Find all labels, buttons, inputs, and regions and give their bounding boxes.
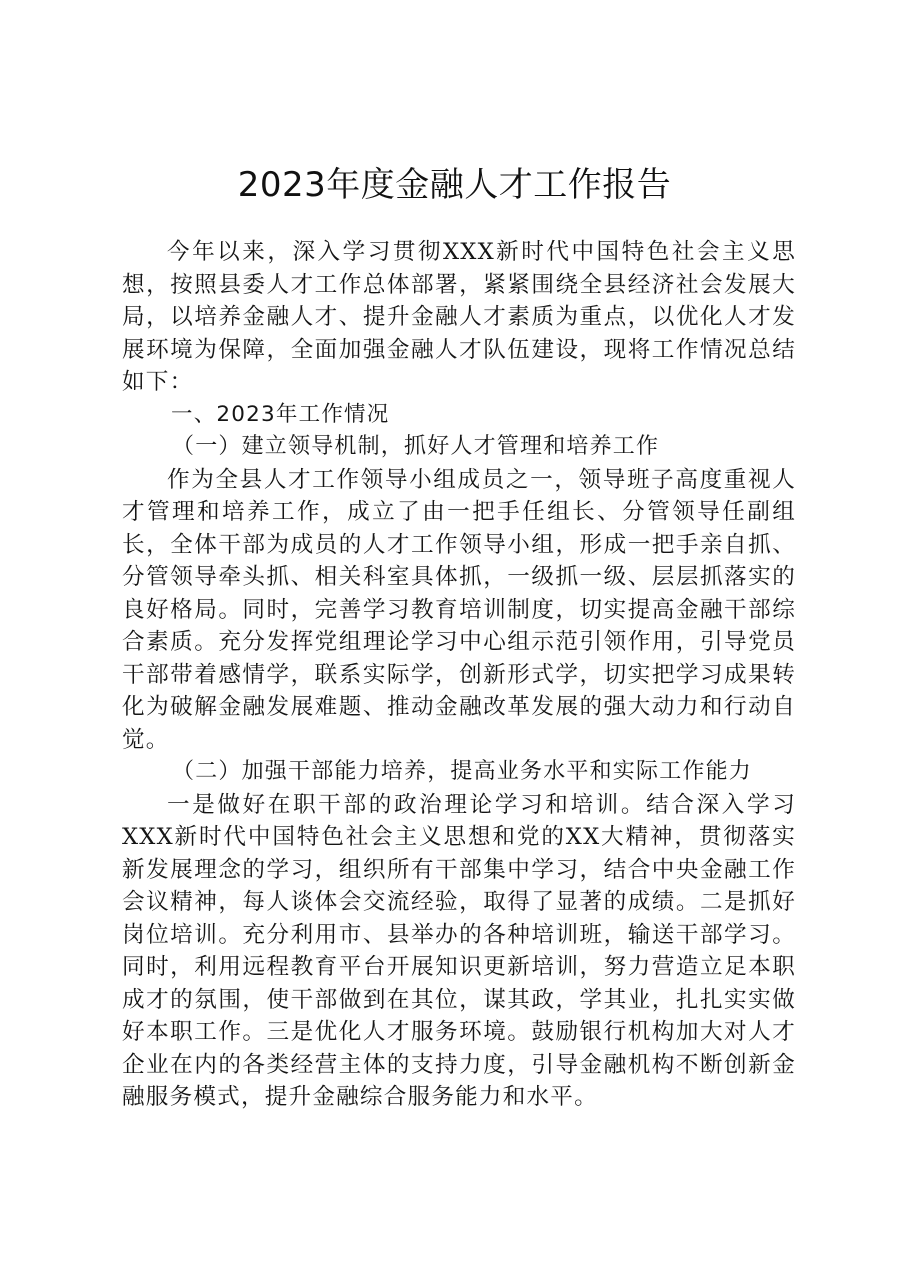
subsection-paragraph: 一是做好在职干部的政治理论学习和培训。结合深入学习XXX新时代中国特色社会主义思想和党的XX大精神，贯彻落实新发展理念的学习，组织所有干部集中学习，结合中央金融工作会议精神，每人谈体会交流经验，取得了显著的成绩。二是抓好岗位培训。充分利用市、县举办的各种培训班，输送干部学习。同时，利用远程教育平台开展知识更新培训，努力营造立足本职成才的氛围，使干部做到在其位，谋其政，学其业，扎扎实实做好本职工作。三是优化人才服务环境。鼓励银行机构加大对人才企业在内的各类经营主体的支持力度，引导金融机构不断创新金融服务模式，提升金融综合服务能力和水平。 (122, 791, 796, 1110)
subsection-heading: （一）建立领导机制，抓好人才管理和培养工作 (172, 434, 660, 459)
intro-paragraph: 今年以来，深入学习贯彻XXX新时代中国特色社会主义思想，按照县委人才工作总体部署，紧紧围绕全县经济社会发展大局，以培养金融人才、提升金融人才素质为重点，以优化人才发展环境为保障，全面加强金融人才队伍建设，现将工作情况总结如下： (122, 239, 796, 395)
subsection-paragraph: 作为全县人才工作领导小组成员之一，领导班子高度重视人才管理和培养工作，成立了由一把手任组长、分管领导任副组长，全体干部为成员的人才工作领导小组，形成一把手亲自抓、分管领导牵头抓、相关科室具体抓，一级抓一级、层层抓落实的良好格局。同时，完善学习教育培训制度，切实提高金融干部综合素质。充分发挥党组理论学习中心组示范引领作用，引导党员干部带着感情学，联系实际学，创新形式学，切实把学习成果转化为破解金融发展难题、推动金融改革发展的强大动力和行动自觉。 (122, 466, 796, 753)
document-title: 2023年度金融人才工作报告 (237, 165, 672, 205)
subsection-heading: （二）加强干部能力培养，提高业务水平和实际工作能力 (172, 759, 753, 784)
section-heading: 一、2023年工作情况 (171, 401, 390, 427)
document-body (122, 236, 796, 1114)
